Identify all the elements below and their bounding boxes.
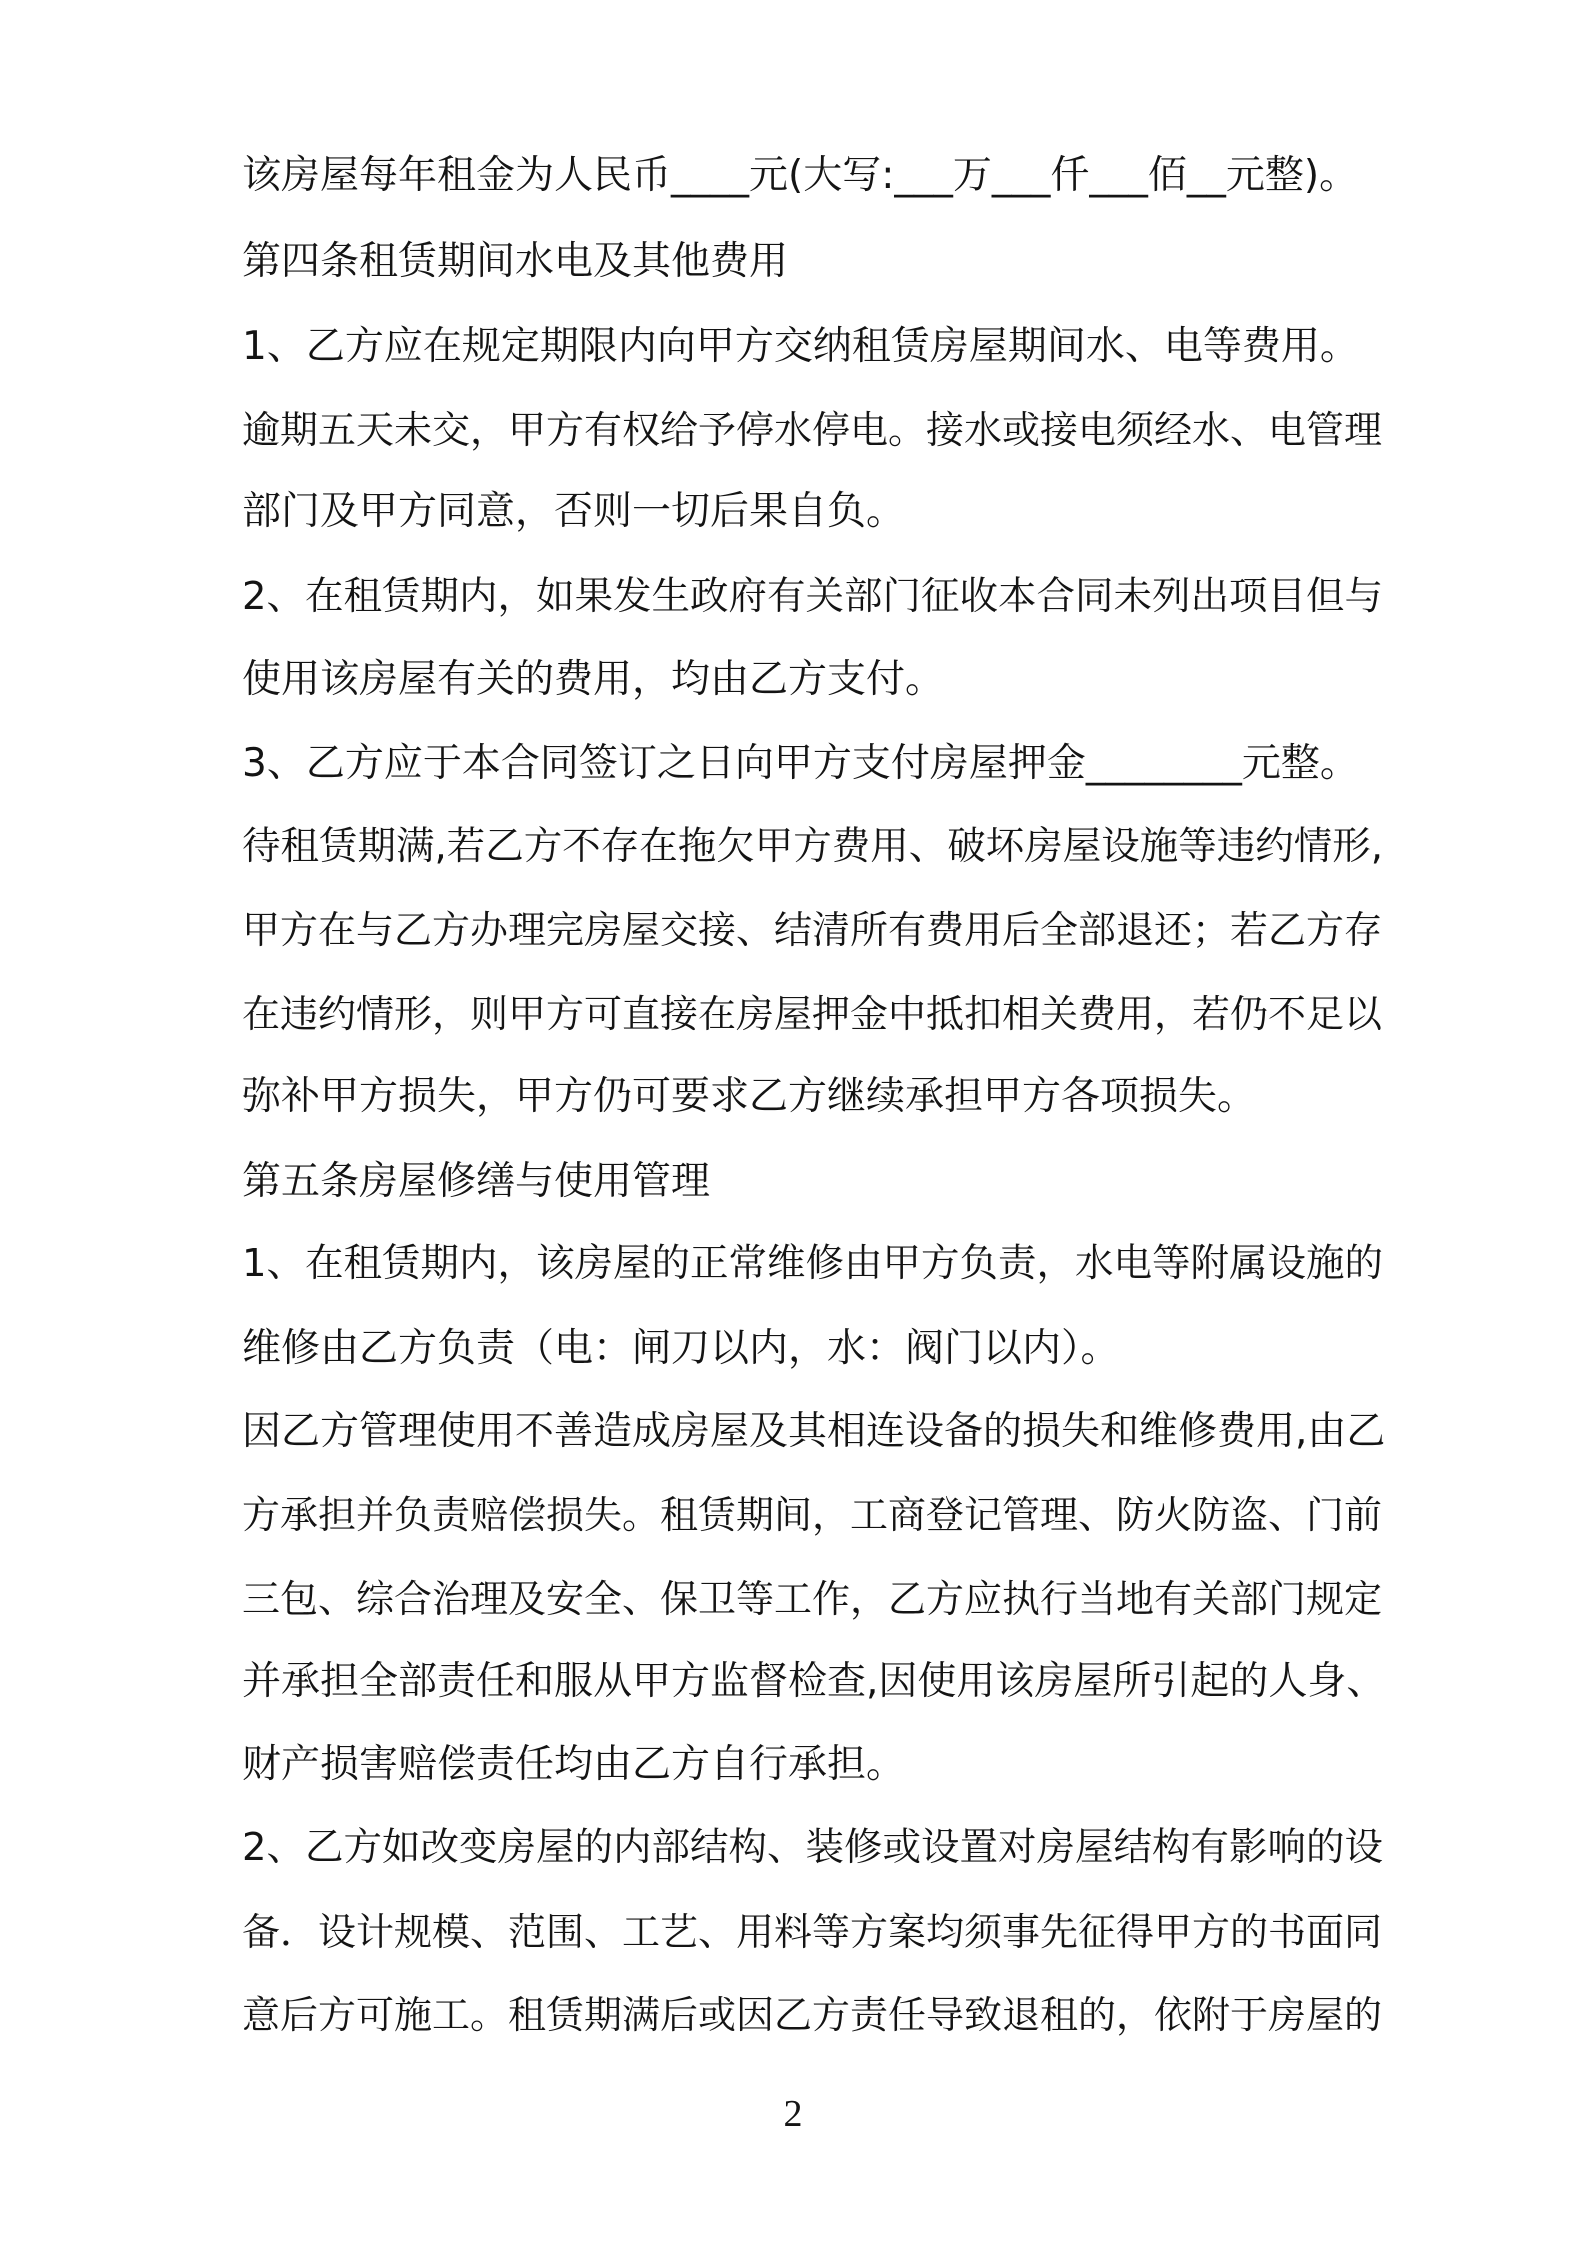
section-heading: 第四条租赁期间水电及其他费用 bbox=[242, 239, 789, 284]
text-line: 并承担全部责任和服从甲方监督检查,因使用该房屋所引起的人身、 bbox=[242, 1659, 1386, 1704]
text-line: 2、乙方如改变房屋的内部结构、装修或设置对房屋结构有影响的设 bbox=[242, 1825, 1383, 1870]
text-line: 待租赁期满,若乙方不存在拖欠甲方费用、破坏房屋设施等违约情形, bbox=[242, 824, 1383, 869]
text-line: 意后方可施工。租赁期满后或因乙方责任导致退租的，依附于房屋的 bbox=[242, 1993, 1383, 2037]
text-line: 弥补甲方损失，甲方仍可要求乙方继续承担甲方各项损失。 bbox=[242, 1074, 1257, 1119]
text-line: 财产损害赔偿责任均由乙方自行承担。 bbox=[242, 1742, 906, 1787]
text-line: 2、在租赁期内，如果发生政府有关部门征收本合同未列出项目但与 bbox=[242, 574, 1383, 619]
text-line: 方承担并负责赔偿损失。租赁期间，工商登记管理、防火防盗、门前 bbox=[242, 1493, 1383, 1537]
text-line: 在违约情形，则甲方可直接在房屋押金中抵扣相关费用，若仍不足以 bbox=[242, 992, 1383, 1036]
text-line: 1、在租赁期内，该房屋的正常维修由甲方负责，水电等附属设施的 bbox=[242, 1241, 1383, 1286]
text-line: 逾期五天未交，甲方有权给予停水停电。接水或接电须经水、电管理 bbox=[242, 408, 1383, 452]
text-line: 三包、综合治理及安全、保卫等工作，乙方应执行当地有关部门规定 bbox=[242, 1577, 1383, 1621]
text-line: 因乙方管理使用不善造成房屋及其相连设备的损失和维修费用,由乙 bbox=[242, 1409, 1386, 1454]
text-line: 维修由乙方负责（电：闸刀以内，水：阀门以内）。 bbox=[242, 1326, 1120, 1371]
text-line: 使用该房屋有关的费用，均由乙方支付。 bbox=[242, 657, 945, 702]
text-line: 部门及甲方同意，否则一切后果自负。 bbox=[242, 489, 906, 534]
text-line: 3、乙方应于本合同签订之日向甲方支付房屋押金________元整。 bbox=[242, 741, 1359, 786]
text-line: 甲方在与乙方办理完房屋交接、结清所有费用后全部退还；若乙方存 bbox=[242, 908, 1383, 952]
text-line: 该房屋每年租金为人民币____元(大写:___万___仟___佰__元整)。 bbox=[242, 153, 1359, 198]
page-number: 2 bbox=[783, 2093, 803, 2135]
section-heading: 第五条房屋修缮与使用管理 bbox=[242, 1159, 711, 1204]
text-line: 1、乙方应在规定期限内向甲方交纳租赁房屋期间水、电等费用。 bbox=[242, 324, 1359, 369]
text-line: 备．设计规模、范围、工艺、用料等方案均须事先征得甲方的书面同 bbox=[242, 1910, 1383, 1954]
